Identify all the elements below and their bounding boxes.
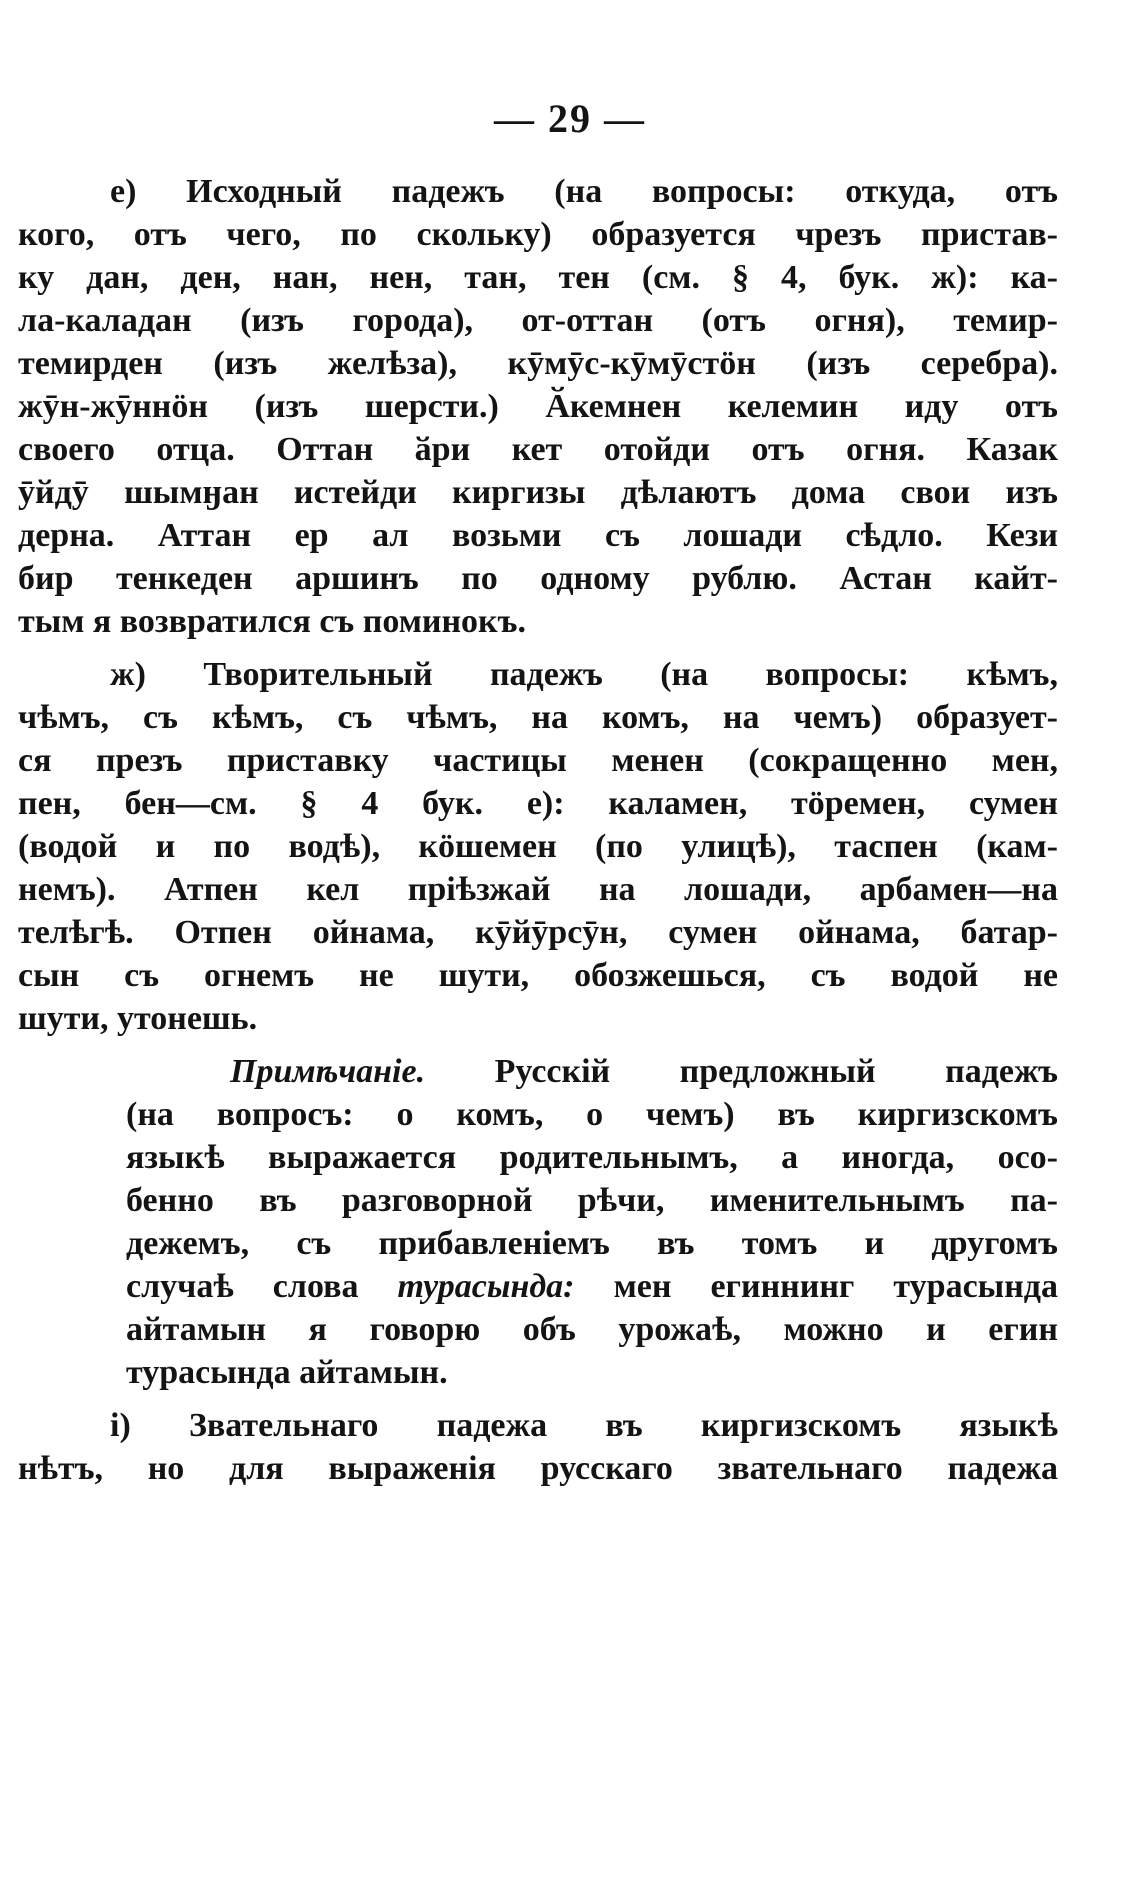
paragraph-e-line-4: ла-каладан (изъ города), от-оттан (отъ огня), темир-	[18, 302, 1058, 339]
paragraph-zh-line-1: ж) Творительный падежъ (на вопросы: кѣмъ,	[110, 656, 1058, 693]
note-line-1-text: Русскій предложный падежъ	[494, 1053, 1059, 1090]
note-line-1	[230, 1052, 1058, 1092]
paragraph-zh-line-6: немъ). Атпен кел пріѣзжай на лошади, арбамен—на	[18, 871, 1058, 908]
paragraph-zh-line-4: пен, бен—см. § 4 бук. е): каламен, тӧремен, сумен	[18, 785, 1058, 822]
paragraph-e-line-3: ку дан, ден, нан, нен, тан, тен (см. § 4, бук. ж): ка-	[18, 259, 1058, 296]
note-line-4: бенно въ разговорной рѣчи, именительнымъ па-	[126, 1182, 1058, 1219]
note-line-2: (на вопросъ: о комъ, о чемъ) въ киргизскомъ	[126, 1096, 1058, 1133]
note-line-3: языкѣ выражается родительнымъ, а иногда, осо-	[126, 1139, 1058, 1176]
paragraph-zh-line-2: чѣмъ, съ кѣмъ, съ чѣмъ, на комъ, на чемъ) образует-	[18, 699, 1058, 736]
paragraph-e-line-6: жӯн-жӯннӧн (изъ шерсти.) Ӑкемнен келемин иду отъ	[18, 388, 1058, 425]
page-number: — 29 —	[494, 96, 646, 141]
paragraph-e-line-8: ӯйдӯ шымӈан истейди киргизы дѣлаютъ дома свои изъ	[18, 474, 1058, 511]
paragraph-zh-line-9: шути, утонешь.	[18, 1000, 258, 1037]
paragraph-e-line-2: кого, отъ чего, по скольку) образуется чрезъ пристав-	[18, 216, 1058, 253]
note-line-8: турасында айтамын.	[126, 1354, 448, 1391]
paragraph-e-line-11: тым я возвратился съ поминокъ.	[18, 603, 526, 640]
note-label: Примѣчаніе.	[230, 1053, 426, 1090]
paragraph-e-line-10: бир тенкеден аршинъ по одному рублю. Астан кайт-	[18, 560, 1058, 597]
paragraph-zh-line-7: телѣгѣ. Отпен ойнама, кӯйӯрсӯн, сумен ойнама, батар-	[18, 914, 1058, 951]
paragraph-e-line-9: дерна. Аттан ер ал возьми съ лошади сѣдло. Кези	[18, 517, 1058, 554]
paragraph-e-line-5: темирден (изъ желѣза), кӯмӯс-кӯмӯстӧн (изъ серебра).	[18, 345, 1058, 382]
paragraph-e-line-1: е) Исходный падежъ (на вопросы: откуда, отъ	[110, 173, 1058, 210]
note-line-6	[126, 1267, 1058, 1307]
note-line-7: айтамын я говорю объ урожаѣ, можно и егин	[126, 1311, 1058, 1348]
note-line-6-end: мен егиннинг турасында	[613, 1268, 1058, 1305]
paragraph-e-line-7: своего отца. Оттан ӑри кет отойди отъ огня. Казак	[18, 431, 1058, 468]
paragraph-zh-line-8: сын съ огнемъ не шути, обозжешься, съ водой не	[18, 957, 1058, 994]
paragraph-i-line-2: нѣтъ, но для выраженія русскаго звательнаго падежа	[18, 1450, 1058, 1487]
paragraph-zh-line-5: (водой и по водѣ), кӧшемен (по улицѣ), таспен (кам-	[18, 828, 1058, 865]
note-line-6-start: случаѣ слова	[126, 1268, 359, 1305]
paragraph-i-line-1: і) Звательнаго падежа въ киргизскомъ языкѣ	[110, 1407, 1058, 1444]
note-line-5: дежемъ, съ прибавленіемъ въ томъ и другомъ	[126, 1225, 1058, 1262]
note-italic-term: турасында:	[397, 1268, 575, 1305]
paragraph-zh-line-3: ся презъ приставку частицы менен (сокращенно мен,	[18, 742, 1058, 779]
